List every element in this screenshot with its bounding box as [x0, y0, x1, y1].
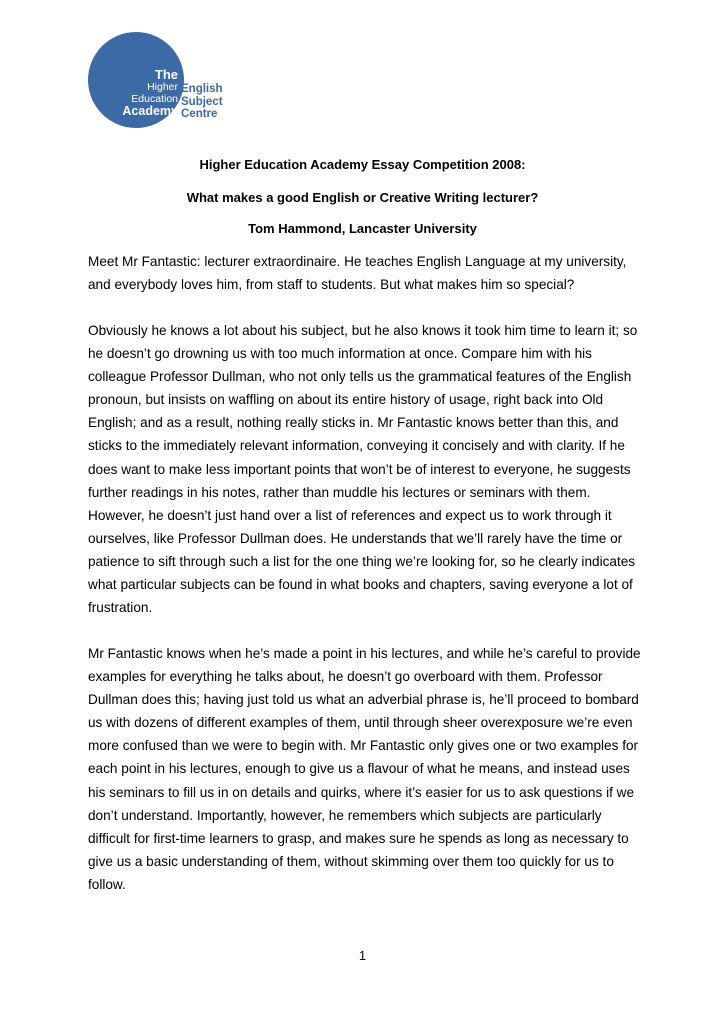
paragraph-line: English; and as a result, nothing really sticks in. Mr Fantastic knows better than this, and: [88, 415, 619, 431]
logo-the: The: [154, 67, 178, 82]
logo-centre: Centre: [181, 108, 218, 120]
paragraph-line: patience to sift through such a list for the one thing we’re looking for, so he clearly indicates: [88, 553, 636, 569]
paragraph-line: more confused than we were to begin with. Mr Fantastic only gives one or two examples for: [88, 738, 639, 754]
paragraph-line: Dullman does this; having just told us what an adverbial phrase is, he’ll proceed to bombard: [88, 692, 639, 708]
paragraph-line: does want to make less important points that won’t be of interest to everyone, he suggests: [88, 461, 631, 477]
paragraph-line: pronoun, but insists on waffling on about its entire history of usage, right back into Old: [88, 392, 604, 408]
page-number: 1: [358, 948, 367, 963]
paragraph-line: examples for everything he talks about, he doesn’t go overboard with them. Professor: [88, 669, 603, 685]
paragraph-line: what particular subjects can be found in what books and chapters, saving everyone a lot of: [88, 577, 633, 593]
document-title: Higher Education Academy Essay Competition 2008:: [199, 157, 526, 172]
paragraph-line: us with dozens of different examples of them, until through sheer overexposure we’re even: [88, 715, 633, 731]
paragraph-line: frustration.: [88, 600, 153, 616]
document-subtitle: What makes a good English or Creative Writing lecturer?: [186, 190, 539, 205]
paragraph-line: sticks to the immediately relevant information, conveying it concisely and with clarity. If he: [88, 438, 625, 454]
paragraph-line: his seminars to fill us in on details and quirks, where it’s easier for us to ask questions if we: [88, 784, 635, 800]
paragraph-line: don’t understand. Importantly, however, he remembers which subjects are particularly: [88, 807, 602, 823]
logo-higher: Higher: [147, 81, 178, 93]
paragraph-line: further readings in his notes, rather than muddle his lectures or seminars with them.: [88, 484, 591, 500]
paragraph-line: colleague Professor Dullman, who not only tells us the grammatical features of the English: [88, 369, 632, 385]
paragraph-line: However, he doesn’t just hand over a list of references and expect us to work through it: [88, 507, 612, 523]
logo-subject: Subject: [181, 95, 223, 108]
logo-academy: Academy: [122, 104, 178, 118]
paragraph-line: he doesn’t go drowning us with too much information at once. Compare him with his: [88, 346, 592, 362]
paragraph-line: Obviously he knows a lot about his subject, but he also knows it took him time to learn it; so: [88, 323, 638, 338]
paragraph-3: [88, 642, 643, 896]
paragraph-1: [88, 250, 643, 296]
paragraph-line: follow.: [88, 876, 126, 892]
paragraph-line: difficult for first-time learners to grasp, and makes sure he spends as long as necessary to: [88, 830, 629, 846]
logo-education: Education: [131, 93, 178, 105]
hea-english-subject-centre-logo: [88, 32, 238, 128]
paragraph-line: ourselves, like Professor Dullman does. He understands that we’ll rarely have the time or: [88, 530, 623, 546]
paragraph-line: Meet Mr Fantastic: lecturer extraordinaire. He teaches English Language at my university,: [88, 254, 627, 269]
paragraph-2: [88, 319, 643, 619]
paragraph-line: give us a basic understanding of them, without skimming over them too quickly for us to: [88, 853, 614, 869]
paragraph-line: Mr Fantastic knows when he’s made a point in his lectures, and while he’s careful to provide: [88, 646, 641, 661]
paragraph-line: and everybody loves him, from staff to students. But what makes him so special?: [88, 277, 575, 293]
paragraph-line: each point in his lectures, enough to give us a flavour of what he means, and instead uses: [88, 761, 630, 777]
logo-academy-text: [122, 68, 178, 117]
logo-centre-text: [181, 83, 223, 121]
document-author: Tom Hammond, Lancaster University: [248, 221, 477, 236]
logo-english: English: [181, 83, 223, 95]
